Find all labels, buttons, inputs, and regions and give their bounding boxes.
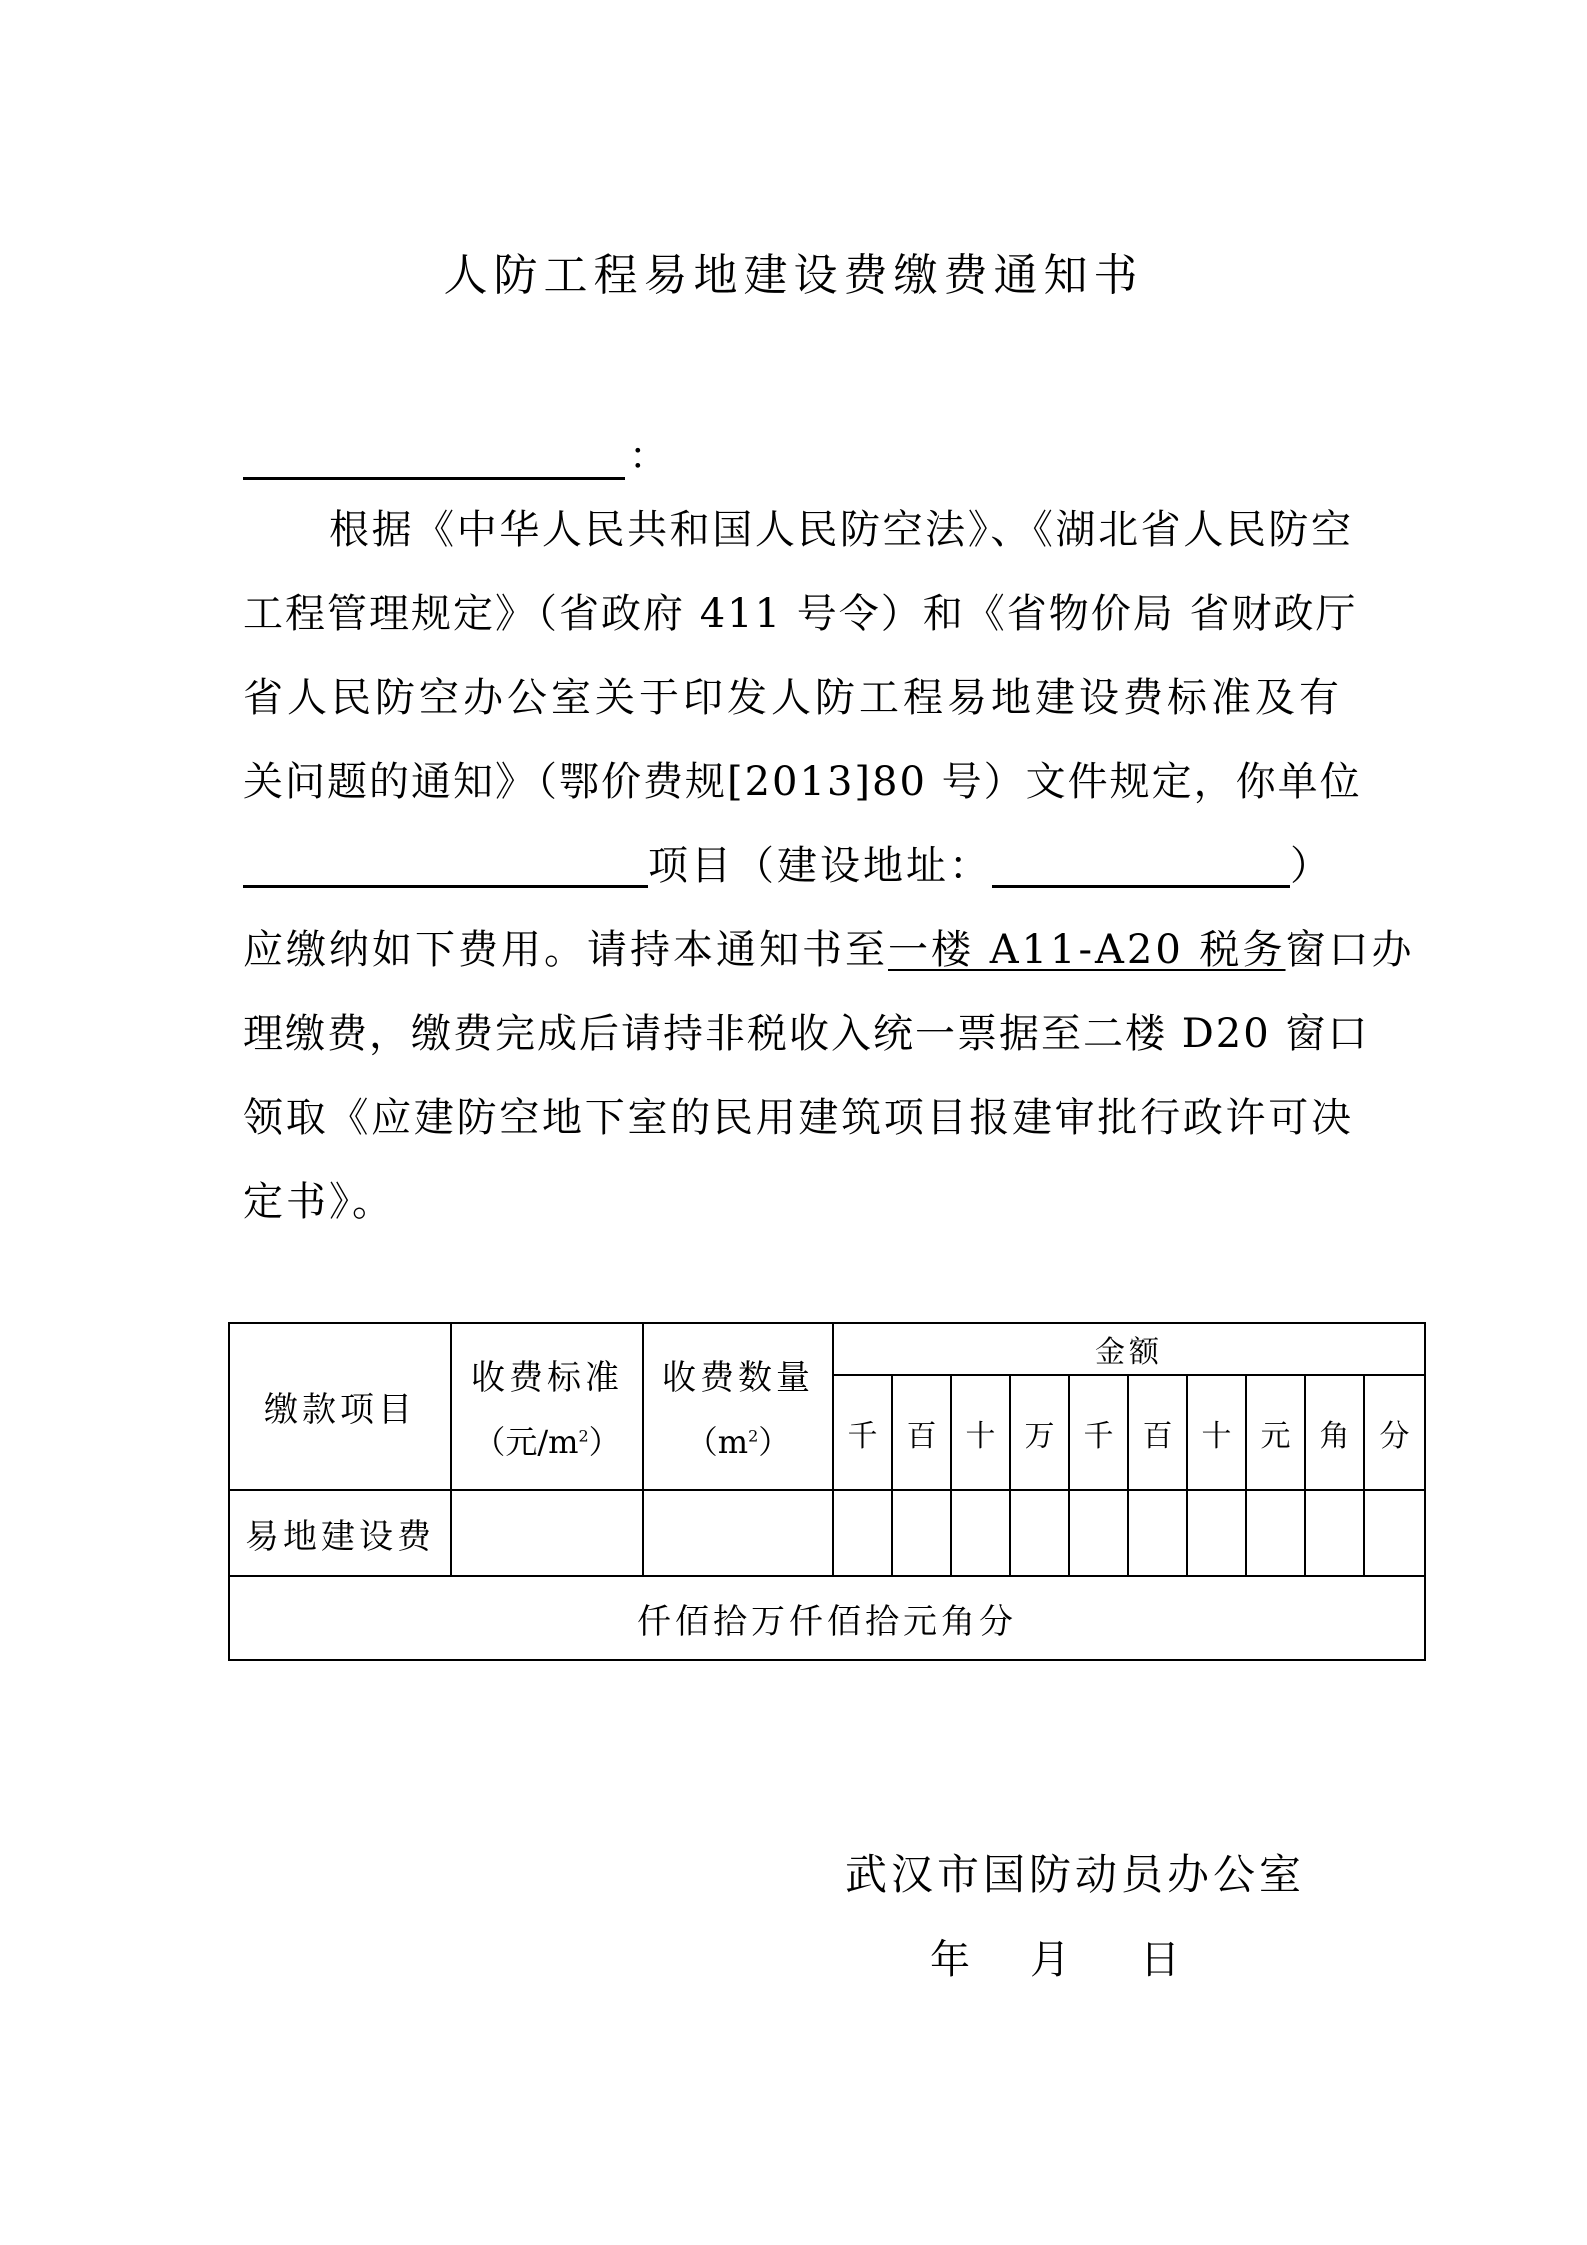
digit-header: 千 <box>833 1375 892 1490</box>
amount-cell <box>951 1490 1010 1576</box>
salutation <box>243 425 667 480</box>
tax-window-location: 一楼 A11-A20 税务 <box>888 927 1286 973</box>
project-name-blank <box>243 845 648 888</box>
date-month: 月 <box>1030 1937 1070 1983</box>
digit-header: 角 <box>1305 1375 1364 1490</box>
page-title: 人防工程易地建设费缴费通知书 <box>443 250 1144 301</box>
header-quantity-label: 收费数量 <box>662 1358 814 1398</box>
amount-cell <box>1010 1490 1069 1576</box>
fee-table <box>228 1322 1426 1661</box>
body-line-5 <box>243 836 1333 896</box>
body-line-9: 定书》。 <box>243 1179 395 1225</box>
digit-header: 百 <box>1128 1375 1187 1490</box>
header-standard-unit: （元$/m^2$） <box>473 1423 621 1461</box>
row-standard-cell <box>451 1490 643 1576</box>
date-day: 日 <box>1140 1937 1180 1983</box>
date-year: 年 <box>930 1937 970 1983</box>
body-line-7: 理缴费，缴费完成后请持非税收入统一票据至二楼 D20 窗口 <box>243 1011 1370 1057</box>
amount-cell <box>1069 1490 1128 1576</box>
project-close: ） <box>1290 843 1333 889</box>
body-line-2: 工程管理规定》（省政府 411 号令）和《省物价局 省财政厅 <box>243 591 1358 637</box>
amount-cell <box>1364 1490 1425 1576</box>
amount-cell <box>1246 1490 1305 1576</box>
body-line-3: 省人民防空办公室关于印发人防工程易地建设费标准及有 <box>243 675 1343 721</box>
amount-cell <box>1128 1490 1187 1576</box>
address-blank <box>992 845 1290 888</box>
digit-header: 百 <box>892 1375 951 1490</box>
digit-header: 十 <box>1187 1375 1246 1490</box>
header-standard <box>451 1323 643 1490</box>
amount-cell <box>1187 1490 1246 1576</box>
project-label: 项目（建设地址： <box>648 843 992 889</box>
recipient-blank <box>243 437 625 480</box>
row-quantity-cell <box>643 1490 833 1576</box>
issuer-signature: 武汉市国防动员办公室 <box>845 1850 1306 1899</box>
digit-header: 万 <box>1010 1375 1069 1490</box>
header-standard-label: 收费标准 <box>471 1358 623 1398</box>
body-line-6-c: 窗口办 <box>1285 927 1415 973</box>
body-line-6-a: 应缴纳如下费用。请持本通知书至 <box>243 927 888 973</box>
digit-header: 千 <box>1069 1375 1128 1490</box>
body-line-4: 关问题的通知》（鄂价费规[2013]80 号）文件规定，你单位 <box>243 759 1362 805</box>
digit-header: 元 <box>1246 1375 1305 1490</box>
body-line-6 <box>243 920 1415 980</box>
digit-header: 分 <box>1364 1375 1425 1490</box>
body-line-1: 根据《中华人民共和国人民防空法》、《湖北省人民防空 <box>329 507 1353 553</box>
amount-cell <box>1305 1490 1364 1576</box>
body-line-8: 领取《应建防空地下室的民用建筑项目报建审批行政许可决 <box>243 1095 1353 1141</box>
row-item-label: 易地建设费 <box>229 1490 451 1576</box>
total-uppercase-row: 仟佰拾万仟佰拾元角分 <box>229 1576 1425 1660</box>
header-amount: 金额 <box>833 1323 1425 1375</box>
salutation-colon: ： <box>629 434 668 478</box>
issue-date <box>930 1930 1180 1990</box>
header-quantity <box>643 1323 833 1490</box>
amount-cell <box>833 1490 892 1576</box>
amount-cell <box>892 1490 951 1576</box>
digit-header: 十 <box>951 1375 1010 1490</box>
header-item: 缴款项目 <box>229 1323 451 1490</box>
header-quantity-unit: $(m^2)$ <box>685 1423 791 1461</box>
